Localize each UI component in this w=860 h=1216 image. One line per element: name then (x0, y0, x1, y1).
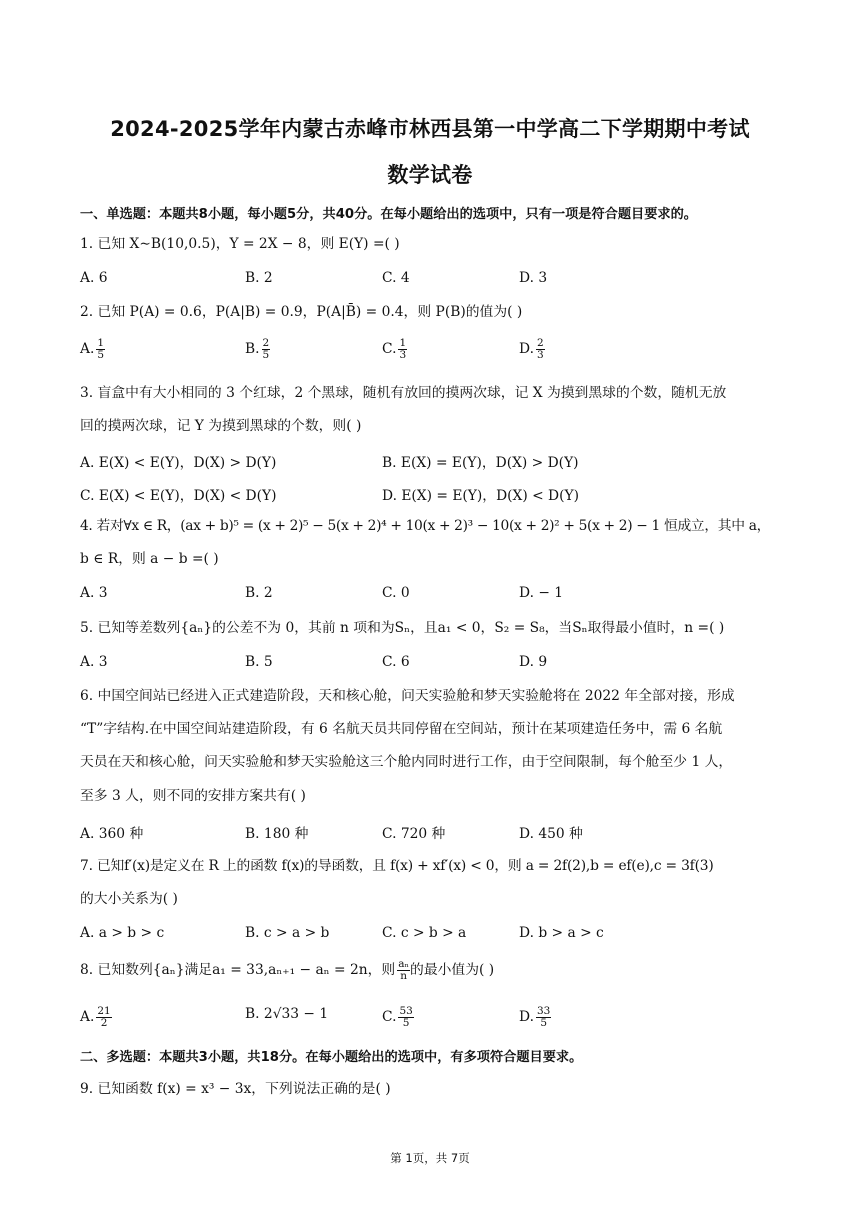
question-7-stem-line2: 的大小关系为( ) (80, 891, 178, 907)
question-3-stem-line2: 回的摸两次球，记 Y 为摸到黑球的个数，则( ) (80, 418, 362, 434)
question-6-stem-line1: 6. 中国空间站已经进入正式建造阶段，天和核心舱，问天实验舱和梦天实验舱将在 2022 年全部对接，形成 (80, 688, 735, 704)
option-c: C. 0 (382, 585, 410, 601)
option-a: A. $\frac{1}{5}$ (80, 337, 105, 361)
option-a: A. 3 (80, 654, 108, 670)
option-d: D. $\frac{33}{5}$ (519, 1005, 551, 1029)
question-1-options (80, 270, 782, 296)
option-a: A. 3 (80, 585, 108, 601)
question-2-options (80, 338, 782, 364)
option-d: D. 450 种 (519, 826, 583, 842)
question-6-stem-line3: 天员在天和核心舱，问天实验舱和梦天实验舱这三个舱内同时进行工作，由于空间限制，每个舱至少 1 人， (80, 754, 733, 770)
option-b: B. 5 (245, 654, 273, 670)
option-c: C. 720 种 (382, 826, 446, 842)
question-6-stem-line2: “T”字结构.在中国空间站建造阶段，有 6 名航天员共同停留在空间站，预计在某项建造任务中，需 6 名航 (80, 721, 723, 737)
question-1-stem: 1. 已知 X∼B(10,0.5)，Y = 2X − 8，则 E(Y) =( ) (80, 236, 400, 252)
section-single-choice-heading: 一、单选题：本题共8小题，每小题5分，共40分。在每小题给出的选项中，只有一项是符合题目要求的。 (80, 207, 697, 222)
question-2-stem: 2. 已知 P(A) = 0.6，P(A|B) = 0.9，P(A|B̄) = 0.4，则 P(B)的值为( ) (80, 304, 523, 320)
page-footer: 第 1页，共 7页 (390, 1151, 470, 1165)
question-3-stem-line1: 3. 盲盒中有大小相同的 3 个红球，2 个黑球，随机有放回的摸两次球，记 X 为摸到黑球的个数，随机无放 (80, 385, 727, 401)
option-b: B. 180 种 (245, 826, 309, 842)
option-a: A. a > b > c (80, 925, 165, 941)
option-b: B. 2√33 − 1 (245, 1006, 329, 1022)
section-multiple-choice-heading: 二、多选题：本题共3小题，共18分。在每小题给出的选项中，有多项符合题目要求。 (80, 1050, 583, 1065)
question-3-options-row2 (80, 484, 782, 510)
option-b: B. $\frac{2}{5}$ (245, 337, 270, 361)
option-d: D. b > a > c (519, 925, 604, 941)
option-c: C. $\frac{1}{3}$ (382, 337, 407, 361)
question-8-options (80, 1006, 782, 1032)
question-7-stem-line1: 7. 已知f′(x)是定义在 R 上的函数 f(x)的导函数，且 f(x) + xf′(x) < 0，则 a = 2f(2),b = ef(e),c = 3f(3) (80, 858, 714, 874)
exam-subtitle: 数学试卷 (387, 163, 473, 187)
option-c: C. c > b > a (382, 925, 467, 941)
question-8-stem: 8. 已知数列{aₙ}满足a₁ = 33,aₙ₊₁ − aₙ = 2n，则 $\frac{\text{aₙ}}{n}$ 的最小值为( ) (80, 958, 495, 982)
option-b: B. c > a > b (245, 925, 330, 941)
question-4-stem-line1: 4. 若对∀x ∈ R，(ax + b)⁵ = (x + 2)⁵ − 5(x + 2)⁴ + 10(x + 2)³ − 10(x + 2)² + 5(x + 2) − 1 恒成立，其中 a， (80, 518, 771, 534)
option-d: D. 3 (519, 270, 548, 286)
option-d: D. E(X) = E(Y)，D(X) < D(Y) (382, 488, 579, 504)
option-a: A. 360 种 (80, 826, 144, 842)
question-6-stem-line4: 至多 3 人，则不同的安排方案共有( ) (80, 788, 306, 804)
question-5-options (80, 654, 782, 680)
question-7-options (80, 925, 782, 951)
option-c: C. $\frac{53}{5}$ (382, 1005, 413, 1029)
question-4-options (80, 585, 782, 611)
option-c: C. E(X) < E(Y)，D(X) < D(Y) (80, 488, 277, 504)
option-d: D. − 1 (519, 585, 564, 601)
option-d: D. 9 (519, 654, 548, 670)
question-4-stem-line2: b ∈ R，则 a − b =( ) (80, 551, 219, 567)
option-d: D. $\frac{2}{3}$ (519, 337, 544, 361)
question-3-options-row1 (80, 451, 782, 477)
option-a: A. 6 (80, 270, 108, 286)
option-a: A. $\frac{21}{2}$ (80, 1005, 111, 1029)
question-9-stem: 9. 已知函数 f(x) = x³ − 3x，下列说法正确的是( ) (80, 1081, 391, 1097)
question-6-options (80, 822, 782, 848)
option-b: B. 2 (245, 585, 273, 601)
option-a: A. E(X) < E(Y)，D(X) > D(Y) (80, 455, 277, 471)
option-b: B. 2 (245, 270, 273, 286)
option-c: C. 6 (382, 654, 410, 670)
option-b: B. E(X) = E(Y)，D(X) > D(Y) (382, 455, 579, 471)
question-5-stem: 5. 已知等差数列{aₙ}的公差不为 0，其前 n 项和为Sₙ，且a₁ < 0，S₂ = S₈，当Sₙ取得最小值时，n =( ) (80, 620, 725, 636)
option-c: C. 4 (382, 270, 410, 286)
exam-title: 2024-2025学年内蒙古赤峰市林西县第一中学高二下学期期中考试 (110, 117, 750, 141)
